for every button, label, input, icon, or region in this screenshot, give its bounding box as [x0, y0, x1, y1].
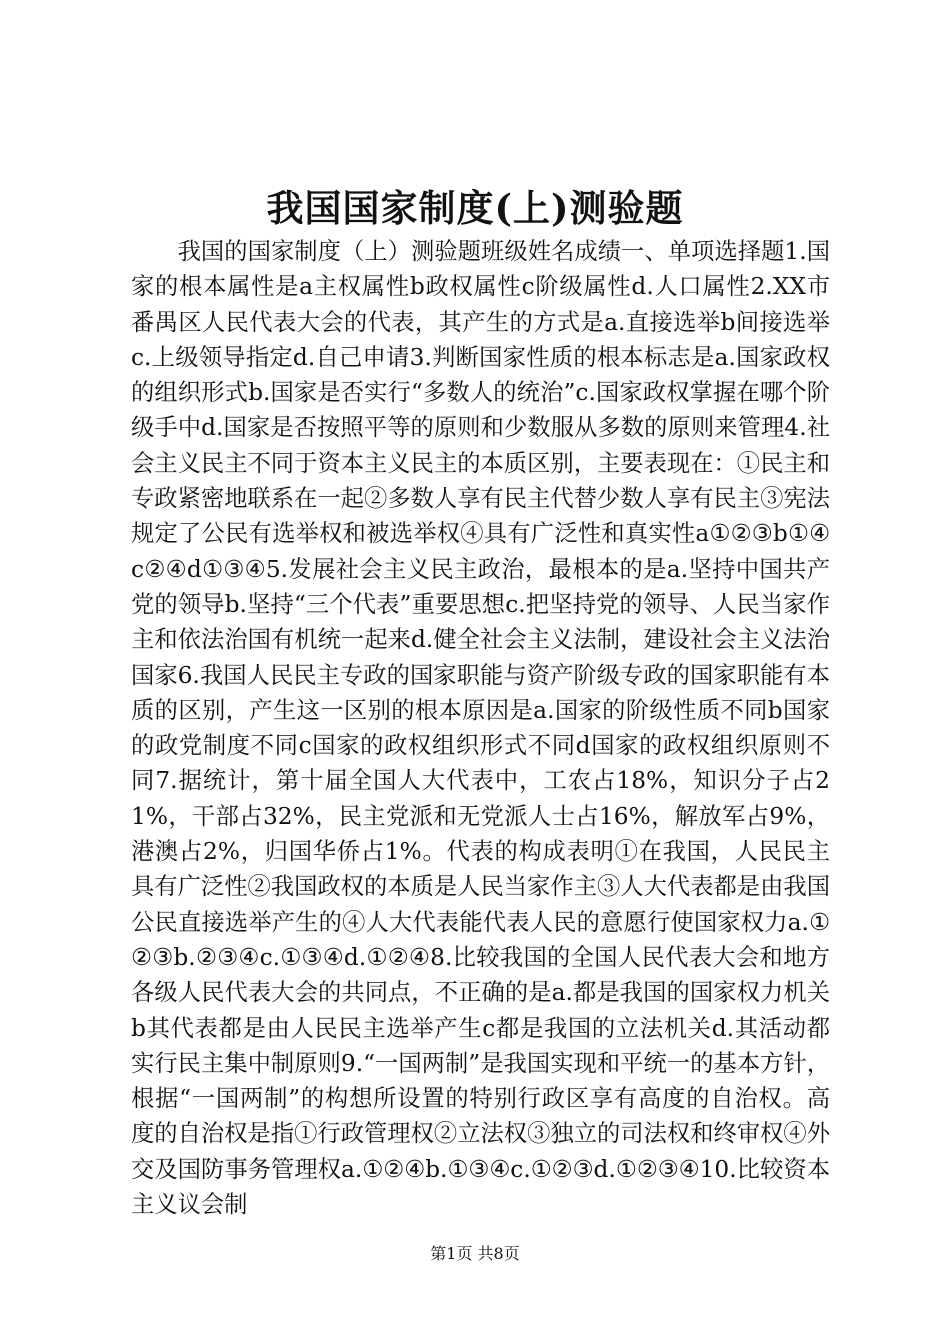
page-number-footer: 第1页 共8页 [430, 1244, 520, 1263]
document-body: 我国的国家制度（上）测验题班级姓名成绩一、单项选择题1.国家的根本属性是a主权属性b政权属性c阶级属性d.人口属性2.XX市番禺区人民代表大会的代表，其产生的方式是a.直接选举b间接选举c.上级领导指定d.自己申请3.判断国家性质的根本标志是a.国家政权的组织形式b.国家是否实行“多数人的统治”c.国家政权掌握在哪个阶级手中d.国家是否按照平等的原则和少数服从多数的原则来管理4.社会主义民主不同于资本主义民主的本质区别，主要表现在：①民主和专政紧密地联系在一起②多数人享有民主代替少数人享有民主③宪法规定了公民有选举权和被选举权④具有广泛性和真实性a①②③b①④c②④d①③④5.发展社会主义民主政治，最根本的是a.坚持中国共产党的领导b.坚持“三个代表”重要思想c.把坚持党的领导、人民当家作主和依法治国有机统一起来d.健全社会主义法制，建设社会主义法治国家6.我国人民民主专政的国家职能与资产阶级专政的国家职能有本质的区别，产生这一区别的根本原因是a.国家的阶级性质不同b国家的政党制度不同c国家的政权组织形式不同d国家的政权组织原则不同7.据统计，第十届全国人大代表中，工农占18%，知识分子占21%，干部占32%，民主党派和无党派人士占16%，解放军占9%，港澳占2%，归国华侨占1%。代表的构成表明①在我国，人民民主具有广泛性②我国政权的本质是人民当家作主③人大代表都是由我国公民直接选举产生的④人大代表能代表人民的意愿行使国家权力a.①②③b.②③④c.①③④d.①②④8.比较我国的全国人民代表大会和地方各级人民代表大会的共同点，不正确的是a.都是我国的国家权力机关b其代表都是由人民民主选举产生c都是我国的立法机关d.其活动都实行民主集中制原则9.“一国两制”是我国实现和平统一的基本方针，根据“一国两制”的构想所设置的特别行政区享有高度的自治权。高度的自治权是指①行政管理权②立法权③独立的司法权和终审权④外交及国防事务管理权a.①②④b.①③④c.①②③d.①②③④10.比较资本主义议会制 [131, 238, 830, 1219]
document-title: 我国国家制度(上)测验题 [266, 186, 684, 230]
